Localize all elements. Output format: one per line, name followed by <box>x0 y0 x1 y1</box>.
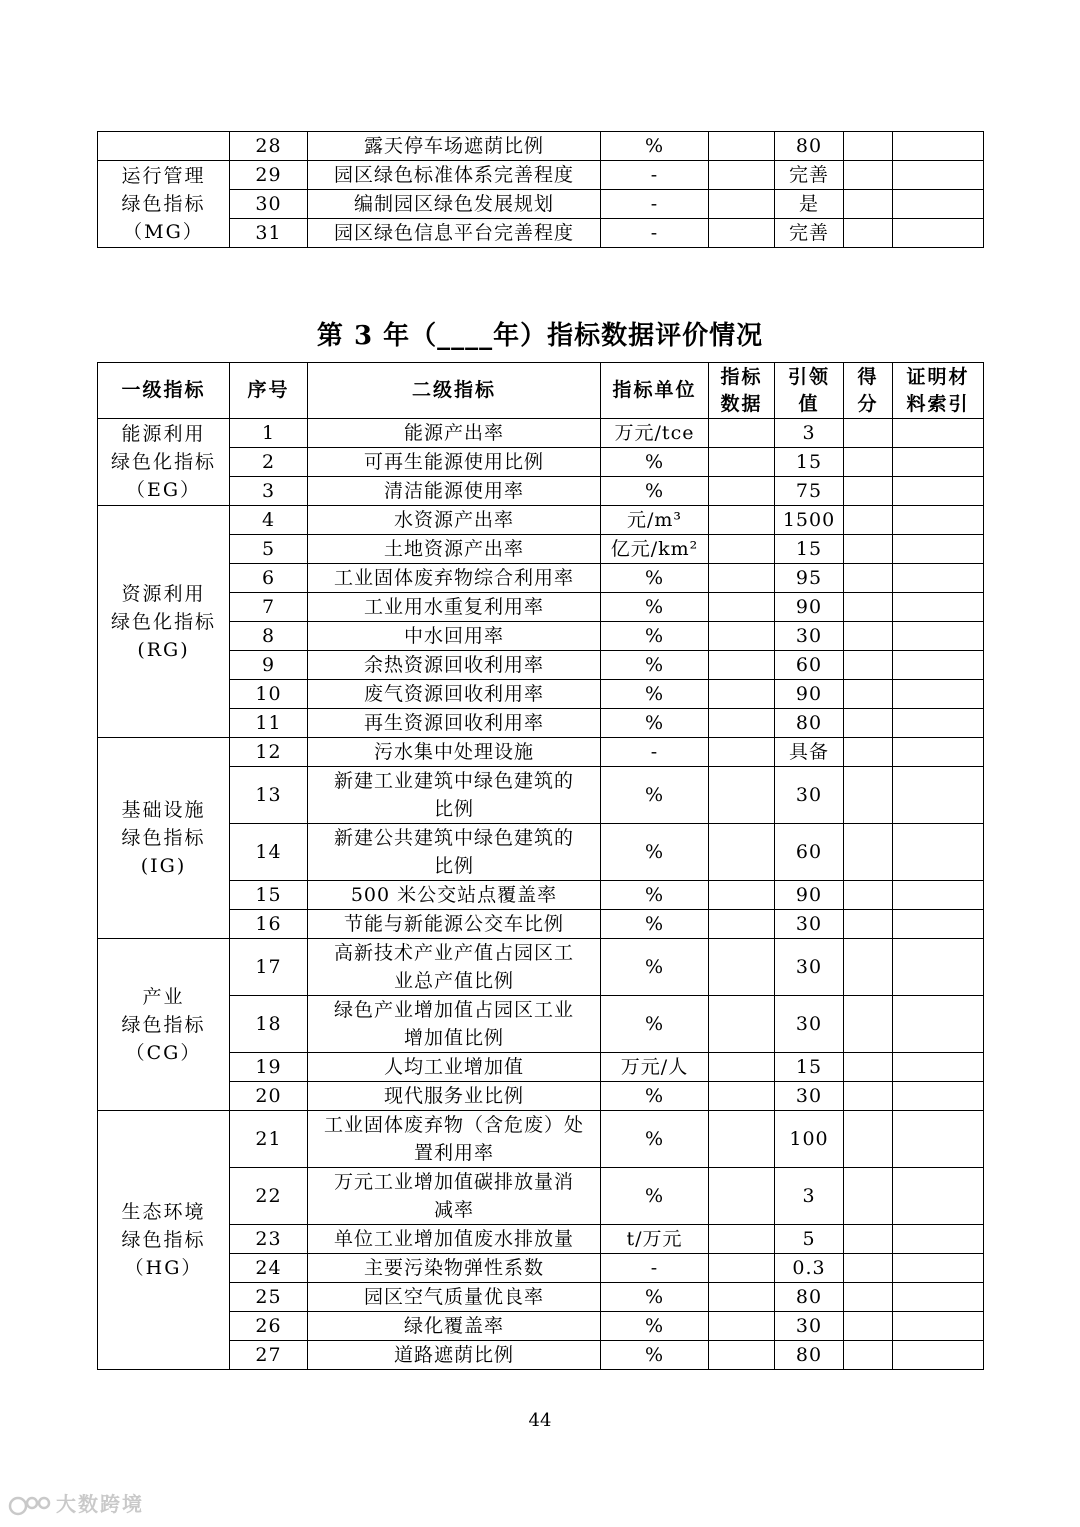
indicator-cell: 园区绿色信息平台完善程度 <box>308 219 601 248</box>
category-eg: 能源利用 绿色化指标 （EG） <box>98 419 230 506</box>
seq-cell: 17 <box>230 939 308 996</box>
proof-cell <box>893 1225 984 1254</box>
score-cell <box>844 1341 893 1370</box>
data-cell <box>709 161 775 190</box>
category-rg: 资源利用 绿色化指标 (RG) <box>98 506 230 738</box>
unit-cell: % <box>601 709 709 738</box>
score-cell <box>844 709 893 738</box>
data-cell <box>709 709 775 738</box>
data-cell <box>709 1082 775 1111</box>
lead-cell: 80 <box>775 1283 844 1312</box>
score-cell <box>844 477 893 506</box>
table-row <box>98 535 984 564</box>
table-row <box>98 190 984 219</box>
unit-cell: - <box>601 161 709 190</box>
lead-cell: 90 <box>775 593 844 622</box>
seq-cell: 24 <box>230 1254 308 1283</box>
data-cell <box>709 1312 775 1341</box>
data-cell <box>709 1225 775 1254</box>
unit-cell: - <box>601 1254 709 1283</box>
lead-cell: 80 <box>775 1341 844 1370</box>
score-cell <box>844 622 893 651</box>
indicator-cell: 新建公共建筑中绿色建筑的 比例 <box>308 824 601 881</box>
seq-cell: 20 <box>230 1082 308 1111</box>
score-cell <box>844 881 893 910</box>
seq-cell: 14 <box>230 824 308 881</box>
indicator-cell: 土地资源产出率 <box>308 535 601 564</box>
category-mg: 运行管理 绿色指标 （MG） <box>98 161 230 248</box>
table-row <box>98 738 984 767</box>
seq-cell: 19 <box>230 1053 308 1082</box>
unit-cell: 亿元/km² <box>601 535 709 564</box>
table-row <box>98 680 984 709</box>
unit-cell: t/万元 <box>601 1225 709 1254</box>
table-row <box>98 1168 984 1225</box>
score-cell <box>844 680 893 709</box>
category-hg: 生态环境 绿色指标 （HG） <box>98 1111 230 1370</box>
seq-cell: 11 <box>230 709 308 738</box>
header-level2: 二级指标 <box>308 363 601 419</box>
lead-cell: 90 <box>775 680 844 709</box>
data-cell <box>709 448 775 477</box>
data-cell <box>709 939 775 996</box>
score-cell <box>844 593 893 622</box>
lead-cell: 95 <box>775 564 844 593</box>
data-cell <box>709 132 775 161</box>
score-cell <box>844 190 893 219</box>
data-cell <box>709 1111 775 1168</box>
table-row <box>98 132 984 161</box>
seq-cell: 15 <box>230 881 308 910</box>
category-ig: 基础设施 绿色指标 (IG) <box>98 738 230 939</box>
score-cell <box>844 1111 893 1168</box>
unit-cell: % <box>601 939 709 996</box>
proof-cell <box>893 161 984 190</box>
indicator-cell: 500 米公交站点覆盖率 <box>308 881 601 910</box>
indicator-cell: 清洁能源使用率 <box>308 477 601 506</box>
lead-cell: 80 <box>775 132 844 161</box>
indicator-cell: 再生资源回收利用率 <box>308 709 601 738</box>
proof-cell <box>893 1053 984 1082</box>
unit-cell: % <box>601 593 709 622</box>
lead-cell: 30 <box>775 1312 844 1341</box>
score-cell <box>844 564 893 593</box>
proof-cell <box>893 1312 984 1341</box>
lead-cell: 60 <box>775 651 844 680</box>
data-cell <box>709 651 775 680</box>
data-cell <box>709 881 775 910</box>
seq-cell: 9 <box>230 651 308 680</box>
table-row <box>98 767 984 824</box>
lead-cell: 30 <box>775 939 844 996</box>
proof-cell <box>893 1111 984 1168</box>
seq-cell: 5 <box>230 535 308 564</box>
lead-cell: 15 <box>775 535 844 564</box>
table-row <box>98 1111 984 1168</box>
score-cell <box>844 1225 893 1254</box>
table-row <box>98 881 984 910</box>
score-cell <box>844 1053 893 1082</box>
unit-cell: % <box>601 996 709 1053</box>
indicator-cell: 污水集中处理设施 <box>308 738 601 767</box>
data-cell <box>709 1341 775 1370</box>
data-cell <box>709 824 775 881</box>
seq-cell: 22 <box>230 1168 308 1225</box>
lead-cell: 30 <box>775 996 844 1053</box>
table-row <box>98 651 984 680</box>
lead-cell: 80 <box>775 709 844 738</box>
lead-cell: 90 <box>775 881 844 910</box>
proof-cell <box>893 996 984 1053</box>
score-cell <box>844 161 893 190</box>
lead-cell: 1500 <box>775 506 844 535</box>
seq-cell: 3 <box>230 477 308 506</box>
header-unit: 指标单位 <box>601 363 709 419</box>
table-row <box>98 709 984 738</box>
lead-cell: 完善 <box>775 161 844 190</box>
indicator-cell: 节能与新能源公交车比例 <box>308 910 601 939</box>
indicator-cell: 园区绿色标准体系完善程度 <box>308 161 601 190</box>
table-row <box>98 1053 984 1082</box>
indicator-table <box>97 362 984 1370</box>
table-row <box>98 622 984 651</box>
data-cell <box>709 477 775 506</box>
page-number: 44 <box>528 1410 552 1431</box>
proof-cell <box>893 419 984 448</box>
lead-cell: 完善 <box>775 219 844 248</box>
proof-cell <box>893 535 984 564</box>
seq-cell: 10 <box>230 680 308 709</box>
data-cell <box>709 535 775 564</box>
proof-cell <box>893 1283 984 1312</box>
category-cg: 产业 绿色指标 （CG） <box>98 939 230 1111</box>
score-cell <box>844 1283 893 1312</box>
proof-cell <box>893 1341 984 1370</box>
score-cell <box>844 1082 893 1111</box>
table-row <box>98 419 984 448</box>
data-cell <box>709 910 775 939</box>
data-cell <box>709 622 775 651</box>
indicator-cell: 人均工业增加值 <box>308 1053 601 1082</box>
indicator-cell: 余热资源回收利用率 <box>308 651 601 680</box>
proof-cell <box>893 709 984 738</box>
unit-cell: % <box>601 622 709 651</box>
table-row <box>98 1254 984 1283</box>
table-row <box>98 1283 984 1312</box>
data-cell <box>709 564 775 593</box>
indicator-cell: 工业固体废弃物综合利用率 <box>308 564 601 593</box>
proof-cell <box>893 593 984 622</box>
unit-cell: % <box>601 767 709 824</box>
unit-cell: - <box>601 219 709 248</box>
table-row <box>98 161 984 190</box>
seq-cell: 1 <box>230 419 308 448</box>
unit-cell: 万元/tce <box>601 419 709 448</box>
proof-cell <box>893 1082 984 1111</box>
proof-cell <box>893 477 984 506</box>
table-row <box>98 1082 984 1111</box>
continuation-table <box>97 131 984 248</box>
unit-cell: % <box>601 910 709 939</box>
proof-cell <box>893 622 984 651</box>
unit-cell: 万元/人 <box>601 1053 709 1082</box>
indicator-cell: 新建工业建筑中绿色建筑的 比例 <box>308 767 601 824</box>
indicator-cell: 主要污染物弹性系数 <box>308 1254 601 1283</box>
unit-cell: - <box>601 190 709 219</box>
header-seq: 序号 <box>230 363 308 419</box>
unit-cell: % <box>601 1111 709 1168</box>
header-row <box>98 363 984 419</box>
data-cell <box>709 506 775 535</box>
proof-cell <box>893 651 984 680</box>
indicator-cell: 露天停车场遮荫比例 <box>308 132 601 161</box>
data-cell <box>709 419 775 448</box>
score-cell <box>844 506 893 535</box>
data-cell <box>709 1168 775 1225</box>
indicator-cell: 中水回用率 <box>308 622 601 651</box>
seq-cell: 30 <box>230 190 308 219</box>
seq-cell: 21 <box>230 1111 308 1168</box>
table-row <box>98 1312 984 1341</box>
indicator-cell: 单位工业增加值废水排放量 <box>308 1225 601 1254</box>
seq-cell: 26 <box>230 1312 308 1341</box>
indicator-cell: 编制园区绿色发展规划 <box>308 190 601 219</box>
watermark-logo-icon <box>8 1494 52 1518</box>
score-cell <box>844 1312 893 1341</box>
data-cell <box>709 1053 775 1082</box>
proof-cell <box>893 219 984 248</box>
seq-cell: 13 <box>230 767 308 824</box>
indicator-cell: 水资源产出率 <box>308 506 601 535</box>
unit-cell: % <box>601 1312 709 1341</box>
lead-cell: 0.3 <box>775 1254 844 1283</box>
unit-cell: 元/m³ <box>601 506 709 535</box>
unit-cell: - <box>601 738 709 767</box>
table-row <box>98 506 984 535</box>
lead-cell: 5 <box>775 1225 844 1254</box>
proof-cell <box>893 738 984 767</box>
table-row <box>98 910 984 939</box>
proof-cell <box>893 506 984 535</box>
lead-cell: 30 <box>775 622 844 651</box>
score-cell <box>844 910 893 939</box>
data-cell <box>709 767 775 824</box>
data-cell <box>709 1283 775 1312</box>
header-score: 得 分 <box>844 363 893 419</box>
score-cell <box>844 535 893 564</box>
proof-cell <box>893 1168 984 1225</box>
proof-cell <box>893 910 984 939</box>
score-cell <box>844 767 893 824</box>
table-row <box>98 824 984 881</box>
score-cell <box>844 824 893 881</box>
data-cell <box>709 190 775 219</box>
seq-cell: 23 <box>230 1225 308 1254</box>
unit-cell: % <box>601 1168 709 1225</box>
data-cell <box>709 593 775 622</box>
table-row <box>98 448 984 477</box>
score-cell <box>844 738 893 767</box>
lead-cell: 3 <box>775 419 844 448</box>
data-cell <box>709 680 775 709</box>
lead-cell: 60 <box>775 824 844 881</box>
indicator-cell: 道路遮荫比例 <box>308 1341 601 1370</box>
unit-cell: % <box>601 881 709 910</box>
header-lead: 引领 值 <box>775 363 844 419</box>
proof-cell <box>893 132 984 161</box>
score-cell <box>844 1254 893 1283</box>
unit-cell: % <box>601 1341 709 1370</box>
proof-cell <box>893 190 984 219</box>
seq-cell: 2 <box>230 448 308 477</box>
score-cell <box>844 651 893 680</box>
score-cell <box>844 1168 893 1225</box>
unit-cell: % <box>601 564 709 593</box>
header-proof: 证明材 料索引 <box>893 363 984 419</box>
watermark-text: 大数跨境 <box>56 1492 144 1516</box>
lead-cell: 是 <box>775 190 844 219</box>
seq-cell: 8 <box>230 622 308 651</box>
section-title: 第 3 年（____年）指标数据评价情况 <box>316 321 764 351</box>
table-row <box>98 1225 984 1254</box>
seq-cell: 29 <box>230 161 308 190</box>
table-row <box>98 939 984 996</box>
table-row <box>98 996 984 1053</box>
indicator-cell: 现代服务业比例 <box>308 1082 601 1111</box>
indicator-cell: 绿色产业增加值占园区工业 增加值比例 <box>308 996 601 1053</box>
seq-cell: 31 <box>230 219 308 248</box>
unit-cell: % <box>601 1082 709 1111</box>
indicator-cell: 高新技术产业产值占园区工 业总产值比例 <box>308 939 601 996</box>
indicator-cell: 废气资源回收利用率 <box>308 680 601 709</box>
data-cell <box>709 1254 775 1283</box>
lead-cell: 75 <box>775 477 844 506</box>
table-row <box>98 564 984 593</box>
indicator-cell: 绿化覆盖率 <box>308 1312 601 1341</box>
seq-cell: 25 <box>230 1283 308 1312</box>
unit-cell: % <box>601 680 709 709</box>
table-row <box>98 1341 984 1370</box>
indicator-cell: 园区空气质量优良率 <box>308 1283 601 1312</box>
table-row <box>98 477 984 506</box>
proof-cell <box>893 564 984 593</box>
proof-cell <box>893 680 984 709</box>
seq-cell: 7 <box>230 593 308 622</box>
proof-cell <box>893 824 984 881</box>
data-cell <box>709 996 775 1053</box>
unit-cell: % <box>601 651 709 680</box>
indicator-cell: 万元工业增加值碳排放量消 减率 <box>308 1168 601 1225</box>
proof-cell <box>893 881 984 910</box>
score-cell <box>844 419 893 448</box>
header-data: 指标 数据 <box>709 363 775 419</box>
seq-cell: 28 <box>230 132 308 161</box>
lead-cell: 具备 <box>775 738 844 767</box>
lead-cell: 100 <box>775 1111 844 1168</box>
proof-cell <box>893 767 984 824</box>
seq-cell: 27 <box>230 1341 308 1370</box>
data-cell <box>709 738 775 767</box>
indicator-cell: 工业用水重复利用率 <box>308 593 601 622</box>
unit-cell: % <box>601 132 709 161</box>
table-row <box>98 593 984 622</box>
lead-cell: 15 <box>775 1053 844 1082</box>
unit-cell: % <box>601 448 709 477</box>
seq-cell: 6 <box>230 564 308 593</box>
unit-cell: % <box>601 1283 709 1312</box>
indicator-cell: 能源产出率 <box>308 419 601 448</box>
proof-cell <box>893 939 984 996</box>
seq-cell: 18 <box>230 996 308 1053</box>
lead-cell: 30 <box>775 767 844 824</box>
seq-cell: 16 <box>230 910 308 939</box>
table-row <box>98 219 984 248</box>
score-cell <box>844 132 893 161</box>
lead-cell: 3 <box>775 1168 844 1225</box>
unit-cell: % <box>601 477 709 506</box>
lead-cell: 30 <box>775 910 844 939</box>
score-cell <box>844 448 893 477</box>
lead-cell: 15 <box>775 448 844 477</box>
unit-cell: % <box>601 824 709 881</box>
category-cell <box>98 132 230 161</box>
seq-cell: 4 <box>230 506 308 535</box>
lead-cell: 30 <box>775 1082 844 1111</box>
proof-cell <box>893 448 984 477</box>
header-level1: 一级指标 <box>98 363 230 419</box>
score-cell <box>844 219 893 248</box>
score-cell <box>844 939 893 996</box>
indicator-cell: 可再生能源使用比例 <box>308 448 601 477</box>
proof-cell <box>893 1254 984 1283</box>
data-cell <box>709 219 775 248</box>
score-cell <box>844 996 893 1053</box>
seq-cell: 12 <box>230 738 308 767</box>
watermark <box>8 1488 144 1518</box>
indicator-cell: 工业固体废弃物（含危废）处 置利用率 <box>308 1111 601 1168</box>
